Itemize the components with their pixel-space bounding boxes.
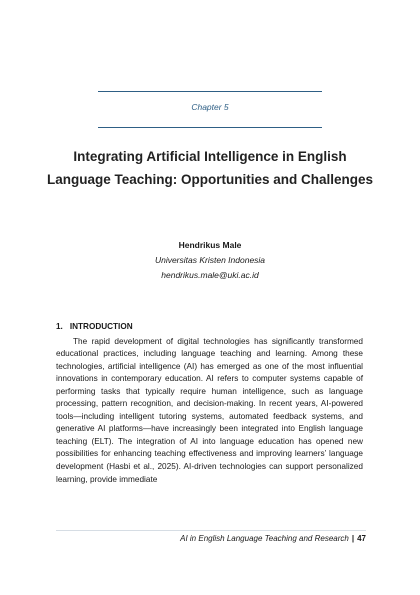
author-name: Hendrikus Male [178,240,242,250]
footer-separator: | [351,534,355,543]
page-number: 47 [357,534,366,543]
body-paragraph: The rapid development of digital technologies has significantly transformed educational practices, including language teaching and learning. Among these technologies, artificial intelligence (AI) has emerged as one of the most influential innovations in contemporary education. AI refers to computer systems capable of performing tasks that typically require human intelligence, such as language processing, pattern recognition, and decision-making. In recent years, AI-powered tools—including intelligent tutoring systems, automated feedback systems, and generative AI platforms—have increasingly been integrated into English language teaching (ELT). The integration of AI into language education has opened new possibilities for enhancing teaching effectiveness and improving learners’ language development (Hasbi et al., 2025). AI-driven technologies can support personalized learning, provide immediate [56,336,363,484]
chapter-label: Chapter 5 [191,102,229,112]
author-affiliation: Universitas Kristen Indonesia [154,255,266,265]
running-title: AI in English Language Teaching and Research [180,534,349,543]
author-email[interactable]: hendrikus.male@uki.ac.id [161,270,259,280]
section-number: 1. [56,322,63,331]
page-footer [180,534,366,543]
chapter-bottom-rule [98,127,322,128]
chapter-top-rule [98,91,322,92]
footer-divider [56,530,366,531]
chapter-title: Integrating Artificial Intelligence in English Language Teaching: Opportunities and Challenges [46,149,374,187]
section-heading [56,322,133,331]
author-block [60,238,360,283]
section-heading-text: INTRODUCTION [69,322,133,331]
